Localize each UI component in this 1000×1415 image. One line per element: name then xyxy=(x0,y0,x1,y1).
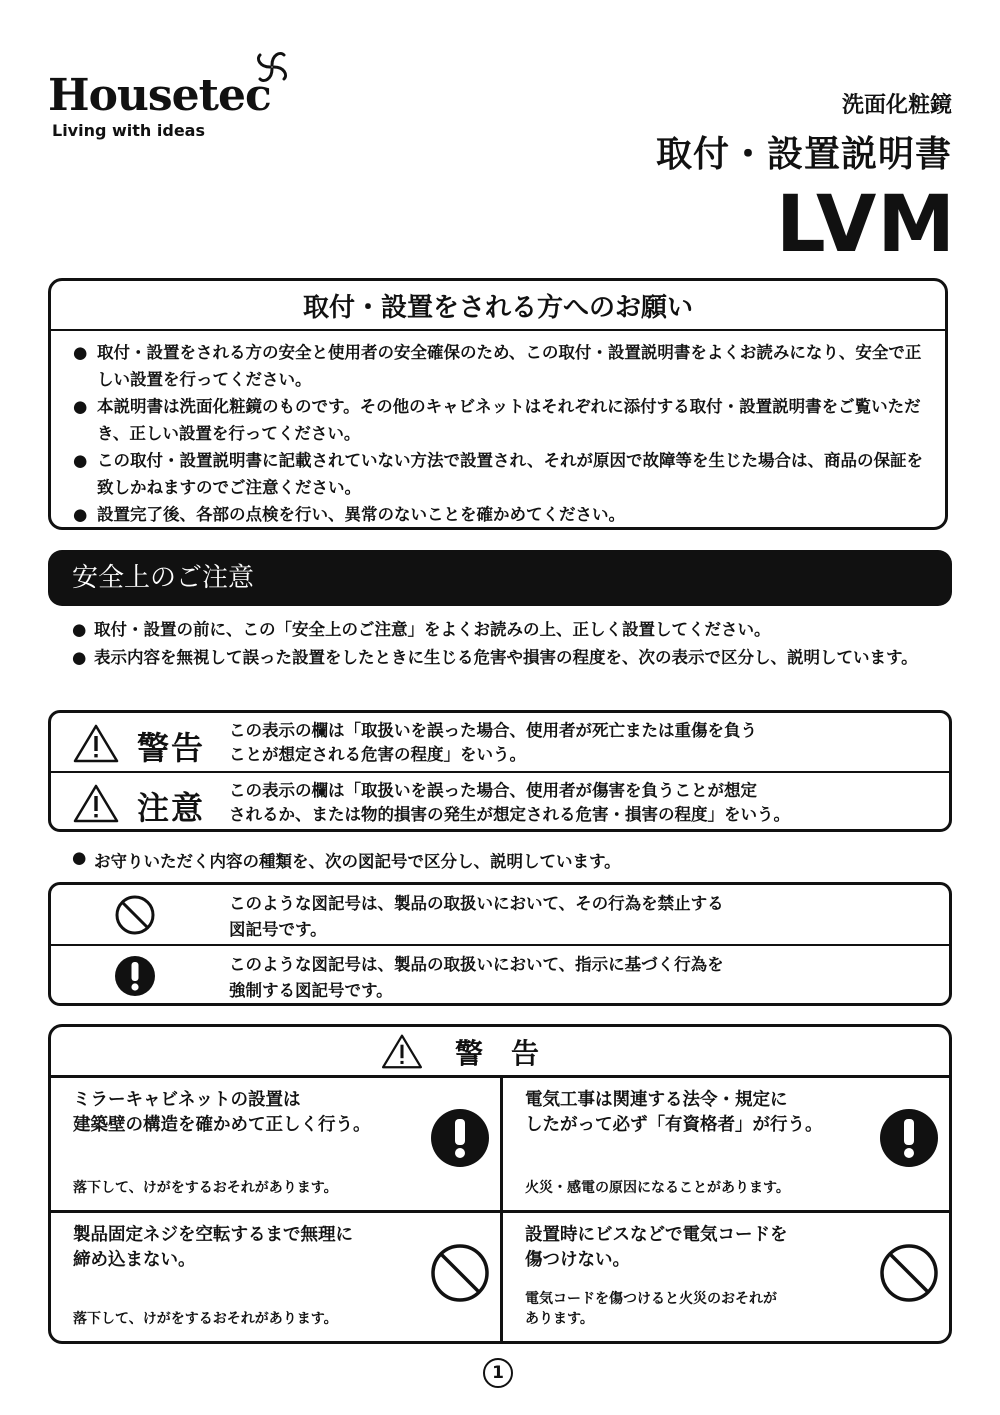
warning-instruction xyxy=(525,1088,865,1138)
instruction-line: 設置時にビスなどで電気コードを xyxy=(525,1225,788,1245)
description-line: 図記号です。 xyxy=(229,920,327,939)
warning-cell xyxy=(503,1213,949,1341)
instruction-line: 締め込まない。 xyxy=(73,1250,196,1270)
warning-consequence xyxy=(525,1289,875,1329)
signal-label: 警告 xyxy=(137,729,206,767)
symbol-description xyxy=(229,891,724,943)
instruction-line: 電気工事は関連する法令・規定に xyxy=(525,1090,788,1110)
instruction-line: ミラーキャビネットの設置は xyxy=(73,1090,301,1110)
document-title: 取付・設置説明書 xyxy=(655,134,952,175)
signal-description xyxy=(229,719,757,767)
consequence-line: 落下して、けがをするおそれがあります。 xyxy=(73,1180,338,1196)
warning-triangle-icon xyxy=(381,1033,423,1069)
warning-instruction xyxy=(525,1223,865,1273)
warning-consequence xyxy=(525,1178,875,1198)
list-item: ● この取付・設置説明書に記載されていない方法で設置され、それが原因で故障等を生じた場合は、商品の保証を致しかねますのでご注意ください。 xyxy=(73,447,931,501)
description-line: このような図記号は、製品の取扱いにおいて、指示に基づく行為を xyxy=(229,955,724,974)
warning-triangle-icon xyxy=(73,783,119,823)
instruction-line: 建築壁の構造を確かめて正しく行う。 xyxy=(73,1115,371,1135)
warning-header xyxy=(51,1027,949,1078)
safety-intro-list xyxy=(72,616,952,672)
mandatory-icon xyxy=(430,1108,490,1168)
warning-cell xyxy=(503,1078,949,1213)
product-category: 洗面化粧鏡 xyxy=(841,93,952,118)
instruction-line: 傷つけない。 xyxy=(525,1250,630,1270)
warning-title: 警告 xyxy=(455,1037,568,1070)
description-line: この表示の欄は「取扱いを誤った場合、使用者が傷害を負うことが想定 xyxy=(229,781,757,800)
symbol-intro: ● お守りいただく内容の種類を、次の図記号で区分し、説明しています。 xyxy=(72,848,621,872)
list-item: ● 表示内容を無視して誤った設置をしたときに生じる危害や損害の程度を、次の表示で区分し、説明しています。 xyxy=(72,644,952,672)
request-list xyxy=(73,339,931,528)
signal-word-table xyxy=(48,710,952,832)
warning-instruction xyxy=(73,1088,413,1138)
divider xyxy=(51,329,945,331)
symbol-row-mandatory xyxy=(51,946,949,1005)
description-line: 強制する図記号です。 xyxy=(229,981,393,1000)
mandatory-icon xyxy=(113,954,157,998)
warning-consequence xyxy=(73,1178,423,1198)
symbol-description xyxy=(229,952,724,1004)
brand-logo: Housetec xyxy=(48,70,271,121)
instruction-line: したがって必ず「有資格者」が行う。 xyxy=(525,1115,823,1135)
warning-box xyxy=(48,1024,952,1344)
warning-cell xyxy=(51,1213,503,1341)
section-title-safety: 安全上のご注意 xyxy=(48,550,952,606)
warning-triangle-icon xyxy=(73,723,119,763)
description-line: ことが想定される危害の程度」をいう。 xyxy=(229,745,526,764)
consequence-line: 電気コードを傷つけると火災のおそれが xyxy=(525,1291,777,1307)
signal-row-caution xyxy=(51,773,949,831)
warning-cell xyxy=(51,1078,503,1213)
brand-swirl-icon xyxy=(250,45,294,89)
model-number: LVM xyxy=(776,180,956,270)
consequence-line: あります。 xyxy=(525,1311,594,1327)
signal-row-warning xyxy=(51,713,949,773)
prohibition-icon xyxy=(430,1243,490,1303)
warning-instruction xyxy=(73,1223,413,1273)
description-line: この表示の欄は「取扱いを誤った場合、使用者が死亡または重傷を負う xyxy=(229,721,757,740)
brand-tagline: Living with ideas xyxy=(52,121,205,140)
page-number: 1 xyxy=(483,1358,513,1388)
prohibition-icon xyxy=(113,893,157,937)
request-title: 取付・設置をされる方へのお願い xyxy=(302,293,693,323)
consequence-line: 落下して、けがをするおそれがあります。 xyxy=(73,1311,338,1327)
consequence-line: 火災・感電の原因になることがあります。 xyxy=(525,1180,790,1196)
signal-label: 注意 xyxy=(137,789,206,827)
list-item: ● 取付・設置の前に、この「安全上のご注意」をよくお読みの上、正しく設置してください。 xyxy=(72,616,952,644)
description-line: このような図記号は、製品の取扱いにおいて、その行為を禁止する xyxy=(229,894,724,913)
description-line: されるか、または物的損害の発生が想定される危害・損害の程度」をいう。 xyxy=(229,805,790,824)
prohibition-icon xyxy=(879,1243,939,1303)
mandatory-icon xyxy=(879,1108,939,1168)
symbol-table xyxy=(48,882,952,1006)
list-item: ● 本説明書は洗面化粧鏡のものです。その他のキャビネットはそれぞれに添付する取付・設置説明書をご覧いただき、正しい設置を行ってください。 xyxy=(73,393,931,447)
warning-consequence xyxy=(73,1309,423,1329)
list-item: ● 設置完了後、各部の点検を行い、異常のないことを確かめてください。 xyxy=(73,501,931,528)
installer-request-box xyxy=(48,278,948,530)
list-item: ● 取付・設置をされる方の安全と使用者の安全確保のため、この取付・設置説明書をよくお読みになり、安全で正しい設置を行ってください。 xyxy=(73,339,931,393)
instruction-line: 製品固定ネジを空転するまで無理に xyxy=(73,1225,353,1245)
symbol-row-prohibition xyxy=(51,885,949,946)
signal-description xyxy=(229,779,790,827)
